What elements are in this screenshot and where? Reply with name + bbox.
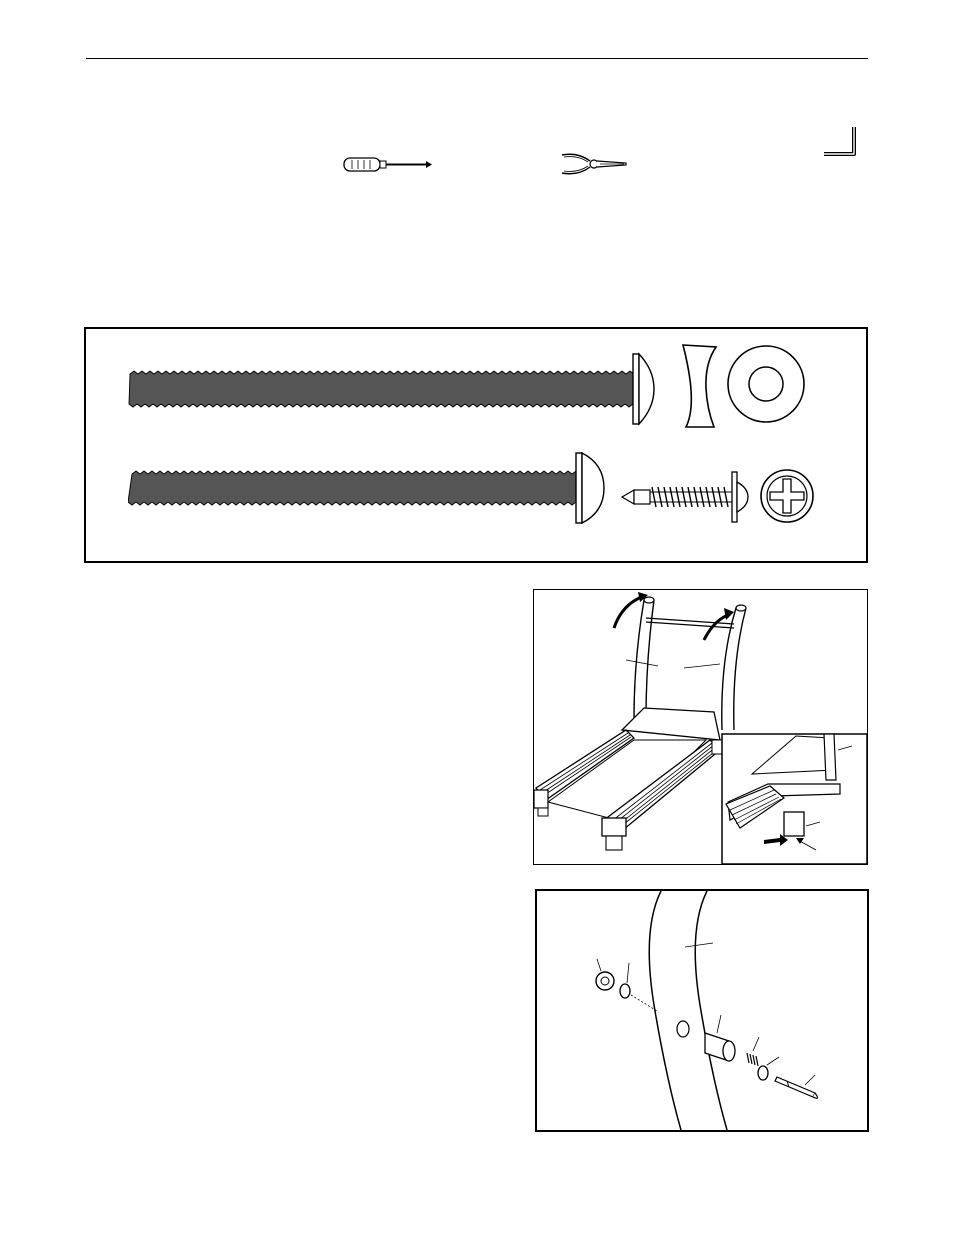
needlenose-pliers-icon	[560, 150, 630, 178]
wedge-spacer-icon	[680, 343, 720, 429]
self-tapping-screw-icon	[620, 470, 752, 524]
flat-washer-icon	[724, 342, 808, 426]
bolt-icon	[128, 450, 608, 526]
header-rule	[86, 58, 868, 59]
phillips-screw-head-icon	[758, 467, 816, 525]
upright-pin-assembly-diagram	[535, 889, 869, 1132]
long-bolt-icon	[126, 350, 656, 428]
treadmill-upright-raise-diagram	[533, 589, 868, 865]
phillips-screwdriver-icon	[342, 150, 434, 180]
hex-key-icon	[820, 124, 864, 160]
